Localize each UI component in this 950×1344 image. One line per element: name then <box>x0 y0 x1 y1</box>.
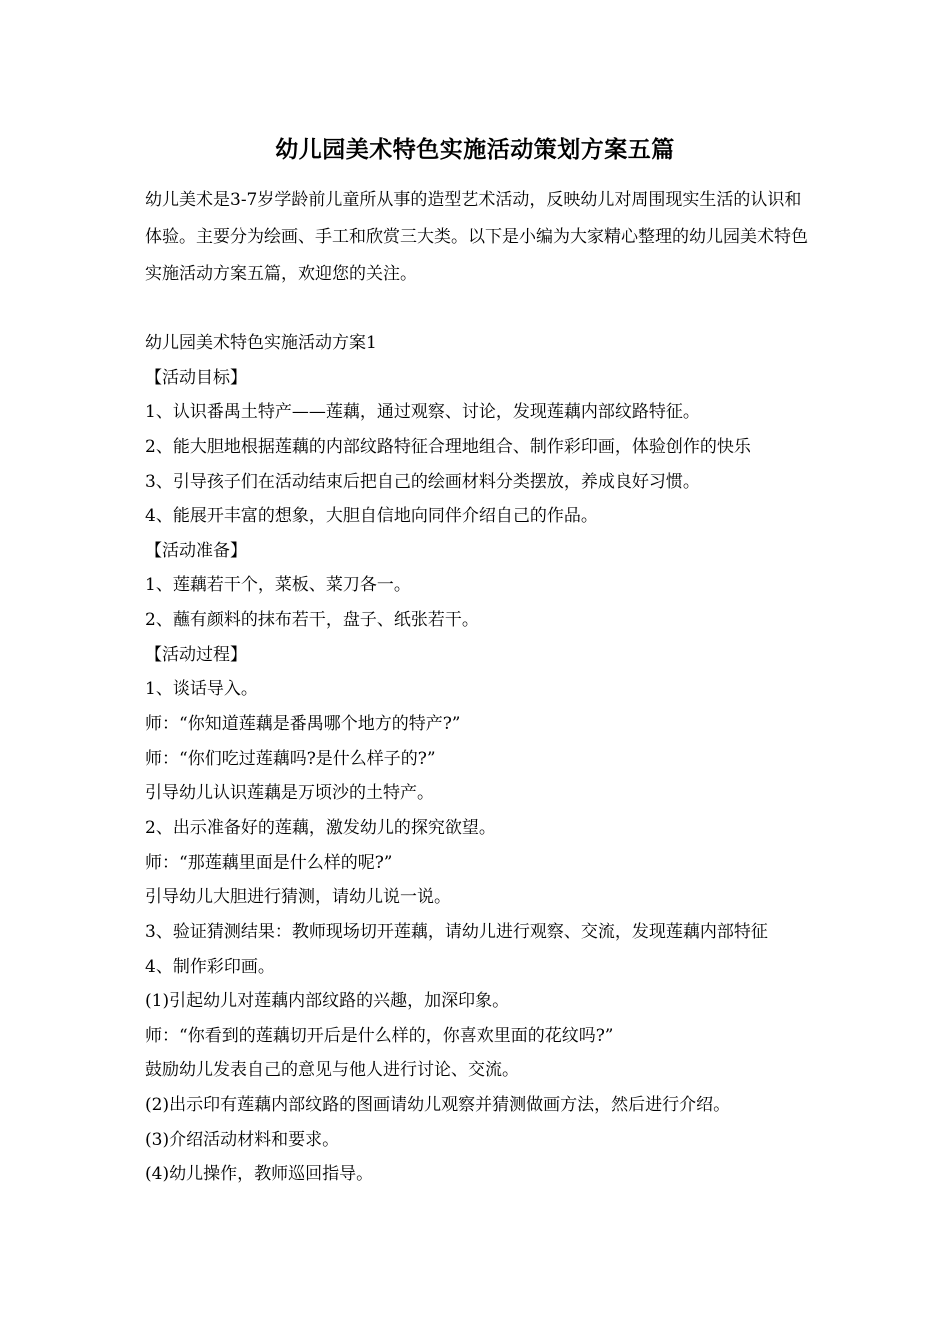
body-line: (2)出示印有莲藕内部纹路的图画请幼儿观察并猜测做画方法，然后进行介绍。 <box>145 1095 731 1116</box>
section-heading: 幼儿园美术特色实施活动方案1 <box>145 333 377 353</box>
body-line: 1、谈话导入。 <box>145 679 258 700</box>
body-line: 师：“那莲藕里面是什么样的呢?” <box>145 852 393 873</box>
body-line: 师：“你看到的莲藕切开后是什么样的，你喜欢里面的花纹吗?” <box>145 1025 614 1046</box>
body-line: 1、莲藕若干个，菜板、菜刀各一。 <box>145 575 411 596</box>
document-title: 幼儿园美术特色实施活动策划方案五篇 <box>275 136 675 163</box>
body-line: 师：“你知道莲藕是番禺哪个地方的特产?” <box>145 714 461 735</box>
intro-paragraph: 幼儿美术是3-7岁学龄前儿童所从事的造型艺术活动，反映幼儿对周围现实生活的认识和体验。主要分为绘画、手工和欣赏三大类。以下是小编为大家精心整理的幼儿园美术特色实施活动方案五篇，欢迎您的关注。 <box>145 190 808 284</box>
body-line: 鼓励幼儿发表自己的意见与他人进行讨论、交流。 <box>145 1060 519 1081</box>
body-line: 引导幼儿大胆进行猜测，请幼儿说一说。 <box>145 887 451 908</box>
body-line: 引导幼儿认识莲藕是万顷沙的土特产。 <box>145 783 434 804</box>
subsection-heading: 【活动准备】 <box>145 540 247 561</box>
body-line: 3、引导孩子们在活动结束后把自己的绘画材料分类摆放，养成良好习惯。 <box>145 471 700 492</box>
subsection-heading: 【活动过程】 <box>145 644 247 665</box>
body-line: (4)幼儿操作，教师巡回指导。 <box>145 1164 374 1185</box>
body-line: 2、蘸有颜料的抹布若干，盘子、纸张若干。 <box>145 610 479 631</box>
body-line: (3)介绍活动材料和要求。 <box>145 1129 340 1150</box>
body-line: 4、制作彩印画。 <box>145 956 275 977</box>
document-body <box>145 326 810 1192</box>
body-line: 1、认识番禺土特产——莲藕，通过观察、讨论，发现莲藕内部纹路特征。 <box>145 402 700 423</box>
subsection-heading: 【活动目标】 <box>145 367 247 388</box>
body-line: 2、出示准备好的莲藕，激发幼儿的探究欲望。 <box>145 817 496 838</box>
body-line: 师：“你们吃过莲藕吗?是什么样子的?” <box>145 748 436 769</box>
body-line: (1)引起幼儿对莲藕内部纹路的兴趣，加深印象。 <box>145 991 510 1012</box>
body-line: 4、能展开丰富的想象，大胆自信地向同伴介绍自己的作品。 <box>145 506 598 527</box>
body-line: 3、验证猜测结果：教师现场切开莲藕，请幼儿进行观察、交流，发现莲藕内部特征 <box>145 921 768 942</box>
body-line: 2、能大胆地根据莲藕的内部纹路特征合理地组合、制作彩印画，体验创作的快乐 <box>145 436 751 457</box>
